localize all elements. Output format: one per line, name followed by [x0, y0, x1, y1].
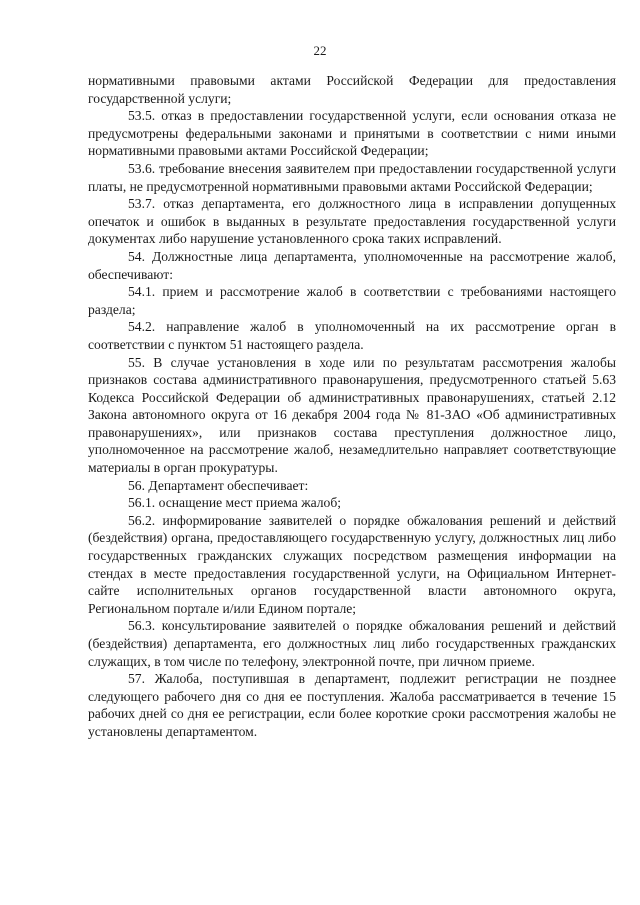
paragraph-53-6: 53.6. требование внесения заявителем при предоставлении государственной услуги платы, не предусмотренной нормативными правовыми актами Российской Федерации;	[88, 160, 616, 194]
document-body	[88, 72, 616, 741]
paragraph-56-1: 56.1. оснащение мест приема жалоб;	[128, 495, 342, 511]
paragraph-56-3: 56.3. консультирование заявителей о порядке обжалования решений и действий (бездействия) департамента, его должностных лиц либо государственных гражданских служащих, в том числе по телефону, электронной почте, при личном приеме.	[88, 618, 616, 669]
paragraph-55: 55. В случае установления в ходе или по результатам рассмотрения жалобы признаков состава административного правонарушения, предусмотренного статьей 5.63 Кодекса Российской Федерации об административных правонарушениях, статьей 2.12 Закона автономного округа от 16 декабря 2004 года № 81-ЗАО «Об административных правонарушениях», или признаков состава преступления должностное лицо, уполномоченное на рассмотрение жалоб, незамедлительно направляет соответствующие материалы в орган прокуратуры.	[88, 354, 616, 476]
paragraph-54-1: 54.1. прием и рассмотрение жалоб в соответствии с требованиями настоящего раздела;	[88, 284, 616, 317]
page-number: 22	[313, 43, 327, 58]
paragraph-continuation: нормативными правовыми актами Российской Федерации для предоставления государственной услуги;	[88, 73, 616, 106]
paragraph-54-2: 54.2. направление жалоб в уполномоченный на их рассмотрение орган в соответствии с пунктом 51 настоящего раздела.	[88, 319, 616, 352]
paragraph-57: 57. Жалоба, поступившая в департамент, подлежит регистрации не позднее следующего рабочего дня со дня ее поступления. Жалоба рассматривается в течение 15 рабочих дней со дня ее регистрации, если более короткие сроки рассмотрения жалобы не установлены департаментом.	[88, 671, 616, 739]
paragraph-53-5: 53.5. отказ в предоставлении государственной услуги, если основания отказа не предусмотрены федеральными законами и принятыми в соответствии с ними иными нормативными правовыми актами Российской Федерации;	[88, 108, 616, 159]
paragraph-53-7: 53.7. отказ департамента, его должностного лица в исправлении допущенных опечаток и ошибок в выданных в результате предоставления государственной услуги документах либо нарушение установленного срока таких исправлений.	[88, 196, 616, 247]
paragraph-56-2: 56.2. информирование заявителей о порядке обжалования решений и действий (бездействия) органа, предоставляющего государственную услугу, должностных лиц либо государственных гражданских служащих посредством размещения информации на стендах в месте предоставления государственной услуги, на Официальном Интернет-сайте исполнительных органов государственной власти автономного округа, Региональном портале и/или Едином портале;	[88, 512, 616, 616]
paragraph-56: 56. Департамент обеспечивает:	[128, 477, 309, 493]
paragraph-54: 54. Должностные лица департамента, уполномоченные на рассмотрение жалоб, обеспечивают:	[88, 248, 616, 282]
